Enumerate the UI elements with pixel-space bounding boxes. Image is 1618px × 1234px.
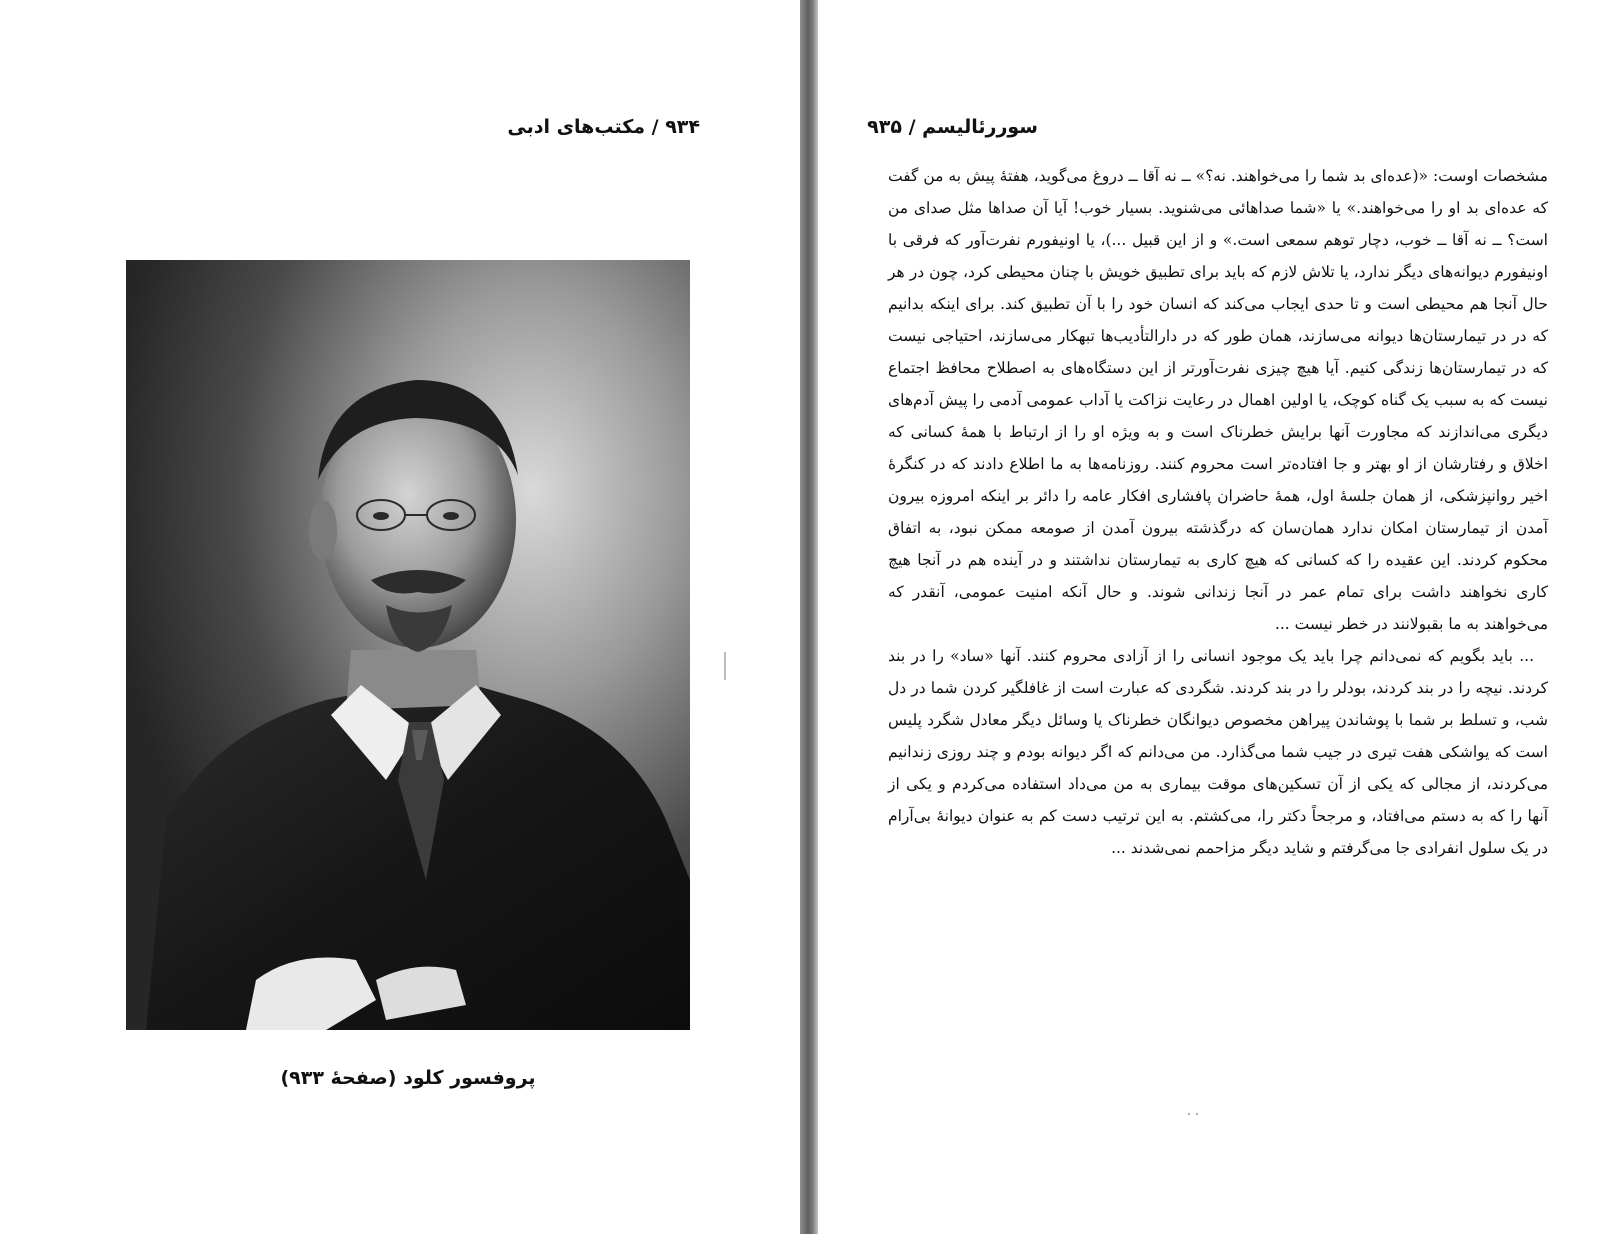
paragraph-2: ... باید بگویم که نمی‌دانم چرا باید یک موجود انسانی را از آزادی محروم کنند. آنها «ساد» را در بند کردند. نیچه را در بند کردند، بودلر را در بند کردند. شگردی که عبارت است از غافلگیر کردن شما در دل شب، و تسلط بر شما با پوشاندن پیراهن مخصوص دیوانگان خطرناک یا وسائل دیگر معادل شگرد پلیس است که یواشکی هفت تیری در جیب شما می‌گذارد. من می‌دانم که اگر دیوانه بودم و چند روزی زندانیم می‌کردند، از مجالی که یکی از آن تسکین‌های موقت بیماری به من می‌داد استفاده می‌کردم و یکی از آنها را که به دستم می‌افتاد، و مرجحاً دکتر را، می‌کشتم. به این ترتیب دست کم به عنوان دیوانهٔ بی‌آرام در یک سلول انفرادی جا می‌گرفتم و شاید دیگر مزاحمم نمی‌شدند ... [888, 647, 1548, 857]
right-page [818, 0, 1618, 1234]
paragraph-1: مشخصات اوست: «(عده‌ای بد شما را می‌خواهند. نه؟» ــ نه آقا ــ دروغ می‌گوید، هفتهٔ پیش به من گفت که عده‌ای بد او را می‌خواهند.» یا «شما صداهائی می‌شنوید. بسیار خوب! آیا آن صداها مثل صدای من است؟ ــ نه آقا ــ خوب، دچار توهم سمعی است.» و از این قبیل ...)، یا اونیفورم نفرت‌آور که فرقی با اونیفورم دیوانه‌های دیگر ندارد، یا تلاش لازم که باید برای تطبیق خویش با چنان محیطی کرد، چون در هر حال آنجا هم محیطی است و تا حدی ایجاب می‌کند که انسان خود را با آن تطبیق کند. برای اینکه بدانیم که در در تیمارستان‌ها دیوانه می‌سازند، همان طور که در دارالتأدیب‌ها تبهکار می‌سازند، احتیاجی نیست که در تیمارستان‌ها زندگی کنیم. آیا هیچ چیزی نفرت‌آورتر از این دستگاه‌های به اصطلاح محافظ اجتماع نیست که به سبب یک گناه کوچک، یا اولین اهمال در رعایت نزاکت یا آداب عمومی آدمی را پیش آدم‌های دیگری می‌اندازند که مجاورت آنها برایش خطرناک است و به ویژه او را از ارتباط با همهٔ کسانی که اخلاق و رفتارشان از او بهتر و جا افتاده‌تر است محروم کنند. روزنامه‌ها به ما اطلاع دادند که در کنگرهٔ اخیر روانپزشکی، از همان جلسهٔ اول، همهٔ حاضران پافشاری افکار عامه را دائر بر اینکه امروزه بیرون آمدن از تیمارستان امکان ندارد همان‌سان که درگذشته بیرون آمدن از صومعه ممکن نبود، به اتفاق محکوم کردند. این عقیده را که کسانی که هیچ کاری به تیمارستان نداشتند و در آینده هم در آنجا هیچ کاری نخواهند داشت برای تمام عمر در آنجا زندانی شوند. و حال آنکه امنیت عمومی، آنقدر که می‌خواهند به ما بقبولانند در خطر نیست ... [888, 167, 1548, 633]
margin-mark [724, 652, 726, 680]
body-text [888, 160, 1548, 1060]
book-gutter [800, 0, 818, 1234]
left-page [0, 0, 800, 1234]
scan-specks [1188, 1110, 1208, 1118]
running-head-left: ۹۳۴ / مکتب‌های ادبی [507, 116, 700, 138]
photo-caption: پروفسور کلود (صفحهٔ ۹۳۳) [280, 1067, 536, 1089]
portrait-photo-icon [126, 260, 690, 1030]
portrait-photo [126, 260, 690, 1030]
running-head-right: سوررئالیسم / ۹۳۵ [867, 116, 1038, 138]
